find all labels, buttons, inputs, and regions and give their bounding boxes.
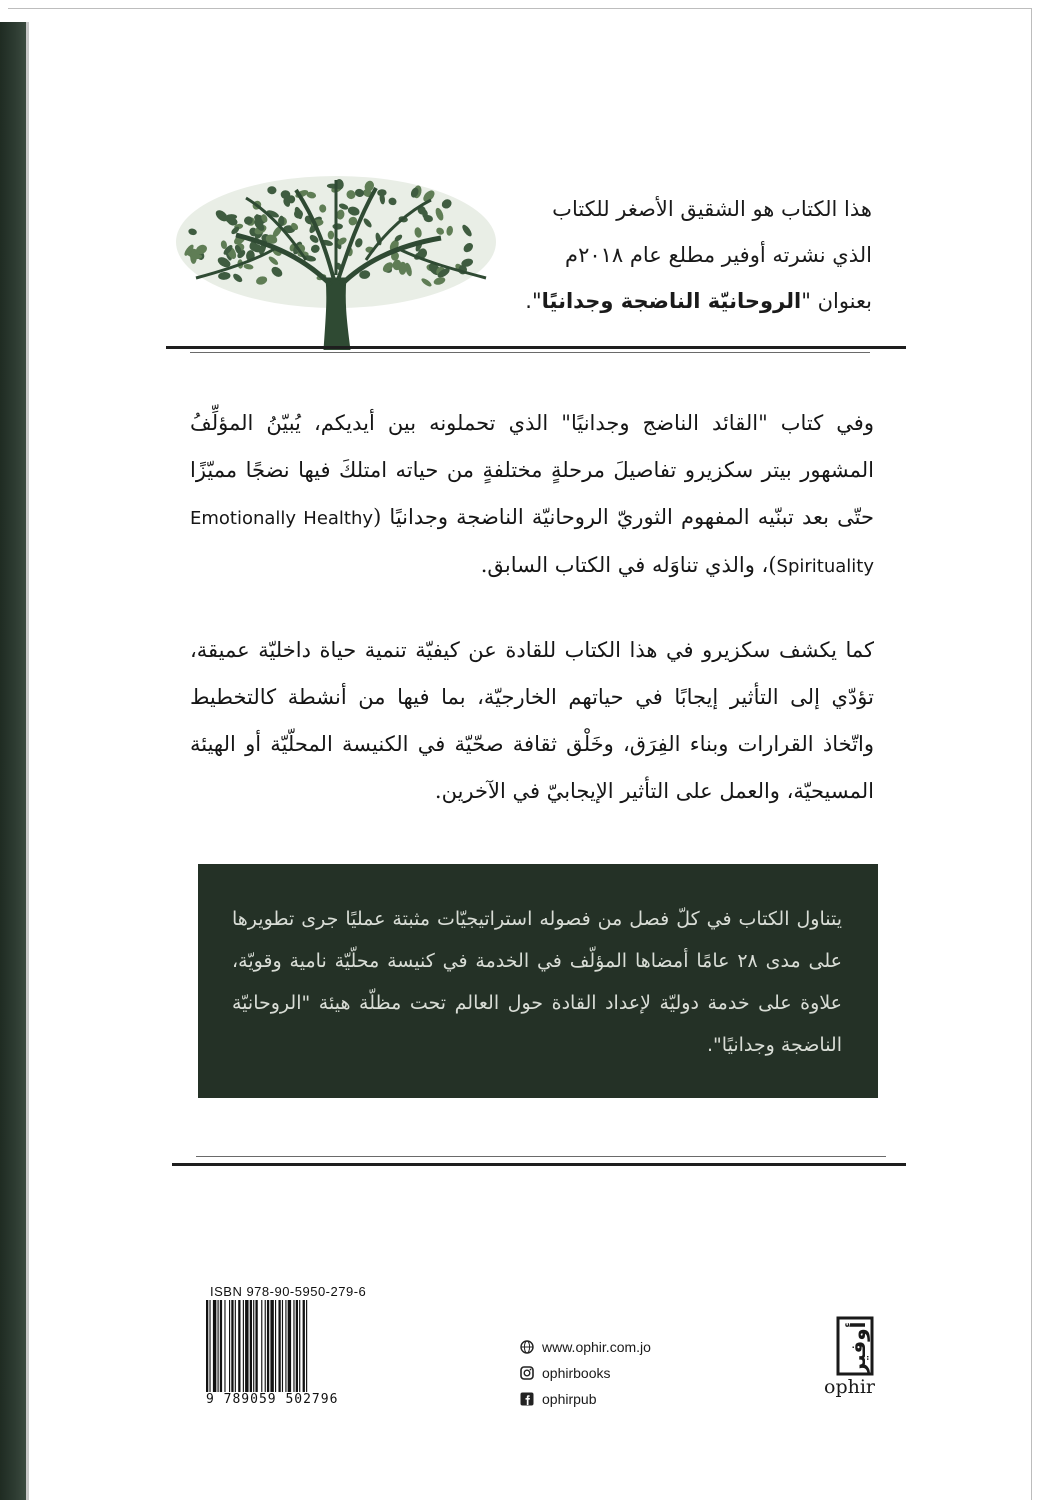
barcode-bar: [213, 1300, 216, 1392]
paragraph-1: [190, 400, 874, 590]
intro-line-3-prefix: بعنوان ": [801, 289, 872, 313]
bottom-divider-thin: [196, 1156, 886, 1157]
barcode-bar: [278, 1300, 280, 1392]
barcode-bar: [224, 1300, 225, 1392]
paragraph-1-latin-term: Emotionally Healthy Spirituality: [190, 508, 874, 577]
barcode-bar: [209, 1300, 210, 1392]
paragraph-1-part-a: وفي كتاب "القائد الناضج وجدانيًا" الذي تحملونه بين أيديكم، يُبيّنُ المؤلِّفُ المشهور بيتر سكزيرو تفاصيلَ مرحلةٍ مختلفةٍ من حياته امتلكَ فيها نضجًا مميّزًا حتّى بعد تبنّيه المفهوم الثوريّ الروحانيّة الناضجة وجدانيًا (: [190, 411, 874, 529]
barcode-bar: [275, 1300, 276, 1392]
barcode: [204, 1300, 358, 1392]
isbn-digits: 9 789059 502796: [206, 1392, 339, 1407]
paragraph-1-part-b: )، والذي تناوَله في الكتاب السابق.: [480, 553, 777, 577]
barcode-bar: [288, 1300, 291, 1392]
highlight-box: [198, 864, 878, 1098]
barcode-bar: [261, 1300, 262, 1392]
barcode-bar: [253, 1300, 254, 1392]
barcode-bar: [218, 1300, 219, 1392]
paragraph-2: [190, 627, 874, 815]
barcode-bar: [303, 1300, 305, 1392]
contact-instagram[interactable]: [520, 1360, 651, 1386]
top-divider-thin: [190, 352, 870, 353]
facebook-icon: [520, 1392, 534, 1406]
book-spine: [0, 22, 26, 1500]
barcode-bar: [235, 1300, 236, 1392]
barcode-bar: [285, 1300, 286, 1392]
tree-leaf: [190, 254, 202, 259]
barcode-bar: [267, 1300, 269, 1392]
barcode-bar: [231, 1300, 233, 1392]
barcode-bar: [265, 1300, 266, 1392]
barcode-bar: [250, 1300, 252, 1392]
intro-line-2: الذي نشرته أوفير مطلع عام ٢٠١٨م: [565, 243, 872, 267]
barcode-bar: [270, 1300, 273, 1392]
barcode-bar: [255, 1300, 257, 1392]
barcode-bar: [293, 1300, 294, 1392]
globe-icon: [520, 1340, 534, 1354]
top-divider-thick: [166, 346, 906, 349]
bottom-divider-thick: [172, 1163, 906, 1166]
intro-book-title: الروحانيّة الناضجة وجدانيًا: [541, 289, 802, 313]
isbn-label: ISBN 978-90-5950-279-6: [210, 1284, 367, 1299]
tree-illustration: [166, 150, 506, 350]
intro-block: [500, 186, 872, 324]
contact-website[interactable]: [520, 1334, 651, 1360]
contact-facebook[interactable]: [520, 1386, 651, 1412]
intro-line-3: [500, 278, 872, 324]
publisher-arabic-mark: أوفير: [846, 1321, 870, 1375]
intro-line-3-suffix: ".: [525, 289, 542, 313]
facebook-text: ophirpub: [542, 1391, 597, 1407]
contact-list: [520, 1334, 651, 1412]
barcode-bar: [238, 1300, 240, 1392]
publisher-name: ophir: [824, 1376, 875, 1398]
website-text: www.ophir.com.jo: [542, 1339, 651, 1355]
barcode-bar: [229, 1300, 230, 1392]
tree-leaf: [333, 223, 343, 229]
barcode-bar: [282, 1300, 283, 1392]
instagram-text: ophirbooks: [542, 1365, 611, 1381]
tree-leaf: [328, 231, 334, 240]
barcode-bar: [243, 1300, 244, 1392]
intro-line-1: هذا الكتاب هو الشقيق الأصغر للكتاب: [552, 197, 872, 221]
spine-edge: [26, 22, 29, 1500]
barcode-bar: [245, 1300, 248, 1392]
barcode-bar: [220, 1300, 222, 1392]
barcode-bar: [296, 1300, 298, 1392]
paragraph-2-text: كما يكشف سكزيرو في هذا الكتاب للقادة عن كيفيّة تنمية حياة داخليّة عميقة، تؤدّي إلى التأثير إيجابًا في حياتهم الخارجيّة، بما فيها من أنشطة كالتخطيط واتّخاذ القرارات وبناء الفِرَق، وخَلْق ثقافة صحّيّة في الكنيسة المحلّيّة أو الهيئة المسيحيّة، والعمل على التأثير الإيجابيّ في الآخرين.: [190, 638, 874, 803]
barcode-bar: [299, 1300, 300, 1392]
highlight-box-text: يتناول الكتاب في كلّ فصل من فصوله استراتيجيّات مثبتة عمليًا جرى تطويرها على مدى ٢٨ عامًا أمضاها المؤلّف في الخدمة في كنيسة محلّيّة نامية وقويّة، علاوة على خدمة دوليّة لإعداد القادة حول العالم تحت مظلّة هيئة "الروحانيّة الناضجة وجدانيًا".: [232, 908, 842, 1056]
instagram-icon: [520, 1366, 534, 1380]
barcode-bar: [306, 1300, 307, 1392]
barcode-bar: [206, 1300, 208, 1392]
